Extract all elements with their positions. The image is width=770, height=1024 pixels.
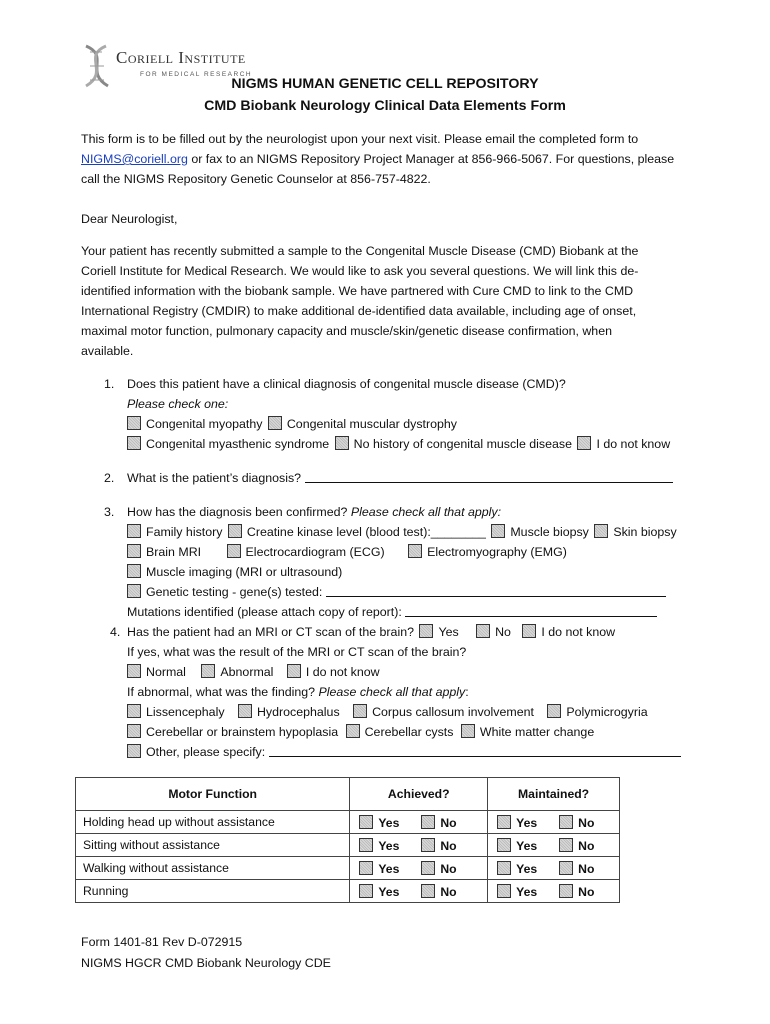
checkbox[interactable]: [359, 815, 373, 829]
checkbox[interactable]: [227, 544, 241, 558]
q4-find-row-3: Other, please specify:: [127, 744, 681, 760]
q1-text: Does this patient have a clinical diagnosis of congenital muscle disease (CMD)?: [127, 377, 566, 391]
para-line: identified information with the biobank sample. We have partnered with Cure CMD to link to the CMD: [81, 284, 634, 298]
q2-text: What is the patient’s diagnosis?: [127, 471, 302, 485]
option-label: No history of congenital muscle disease: [353, 437, 572, 451]
mutations-field[interactable]: [405, 605, 657, 617]
checkbox[interactable]: [238, 704, 252, 718]
checkbox[interactable]: [594, 524, 608, 538]
checkbox[interactable]: [408, 544, 422, 558]
checkbox[interactable]: [577, 436, 591, 450]
greeting: Dear Neurologist,: [81, 212, 178, 226]
q3-row-1: Family history Creatine kinase level (blood test):________ Muscle biopsy Skin biopsy: [127, 524, 677, 540]
table-row: [76, 834, 620, 857]
option-label: I do not know: [596, 437, 671, 451]
logo-name: Coriell Institute: [116, 48, 246, 67]
checkbox[interactable]: [201, 664, 215, 678]
header-achieved: Achieved?: [350, 778, 488, 811]
checkbox[interactable]: [421, 884, 435, 898]
checkbox[interactable]: [127, 704, 141, 718]
table-header-row: [76, 778, 620, 811]
checkbox[interactable]: [476, 624, 490, 638]
logo-subtitle: FOR MEDICAL RESEARCH: [140, 71, 253, 78]
checkbox[interactable]: [346, 724, 360, 738]
checkbox[interactable]: [335, 436, 349, 450]
q3-row-2: Brain MRI Electrocardiogram (ECG) Electromyography (EMG): [127, 544, 567, 560]
para-line: International Registry (CMDIR) to make additional de-identified data available, including age of onset,: [81, 304, 637, 318]
q4-ifyes: If yes, what was the result of the MRI or CT scan of the brain?: [127, 645, 467, 659]
row-label: Holding head up without assistance: [76, 811, 350, 834]
q3-row-3: Muscle imaging (MRI or ultrasound): [127, 564, 342, 580]
checkbox[interactable]: [497, 861, 511, 875]
achieved-cell: Yes No: [350, 834, 488, 857]
footer-form-name: NIGMS HGCR CMD Biobank Neurology CDE: [81, 956, 331, 970]
q3-number: 3.: [104, 505, 115, 519]
intro-line-1: This form is to be filled out by the neurologist upon your next visit. Please email the completed form to: [81, 132, 639, 146]
para-line: available.: [81, 344, 134, 358]
checkbox[interactable]: [127, 664, 141, 678]
checkbox[interactable]: [228, 524, 242, 538]
email-link[interactable]: NIGMS@coriell.org: [81, 152, 188, 166]
q1-instruction: Please check one:: [127, 397, 229, 411]
q4-result-row: Normal Abnormal I do not know: [127, 664, 380, 680]
checkbox[interactable]: [559, 861, 573, 875]
checkbox[interactable]: [559, 838, 573, 852]
maintained-cell: Yes No: [488, 834, 620, 857]
header-motor-function: Motor Function: [76, 778, 350, 811]
checkbox[interactable]: [491, 524, 505, 538]
checkbox[interactable]: [287, 664, 301, 678]
achieved-cell: Yes No: [350, 857, 488, 880]
checkbox[interactable]: [127, 416, 141, 430]
q1-row-2: [127, 436, 670, 452]
checkbox[interactable]: [127, 436, 141, 450]
checkbox[interactable]: [559, 815, 573, 829]
para-line: Coriell Institute for Medical Research. We would like to ask you several questions. We will link this de-: [81, 264, 639, 278]
maintained-cell: Yes No: [488, 811, 620, 834]
checkbox[interactable]: [497, 815, 511, 829]
checkbox[interactable]: [359, 838, 373, 852]
checkbox[interactable]: [127, 744, 141, 758]
maintained-cell: Yes No: [488, 880, 620, 903]
genes-tested-field[interactable]: [326, 585, 666, 597]
form-title-2: CMD Biobank Neurology Clinical Data Elements Form: [204, 98, 566, 114]
q2-number: 2.: [104, 471, 115, 485]
checkbox[interactable]: [461, 724, 475, 738]
row-label: Running: [76, 880, 350, 903]
form-title-1: NIGMS HUMAN GENETIC CELL REPOSITORY: [231, 76, 539, 92]
checkbox[interactable]: [421, 838, 435, 852]
table-row: [76, 857, 620, 880]
checkbox[interactable]: [522, 624, 536, 638]
checkbox[interactable]: [127, 564, 141, 578]
para-line: Your patient has recently submitted a sample to the Congenital Muscle Disease (CMD) Biobank at the: [81, 244, 639, 258]
q3-row-4: Genetic testing - gene(s) tested:: [127, 584, 666, 600]
checkbox[interactable]: [127, 584, 141, 598]
intro-line-2: NIGMS@coriell.org or fax to an NIGMS Repository Project Manager at 856-966-5067. For questions, please: [81, 152, 675, 166]
option-label: Congenital myopathy: [146, 417, 263, 431]
diagnosis-field[interactable]: [305, 471, 673, 483]
checkbox[interactable]: [497, 884, 511, 898]
checkbox[interactable]: [419, 624, 433, 638]
checkbox[interactable]: [359, 861, 373, 875]
checkbox[interactable]: [497, 838, 511, 852]
achieved-cell: Yes No: [350, 880, 488, 903]
row-label: Sitting without assistance: [76, 834, 350, 857]
table-row: [76, 880, 620, 903]
table-row: [76, 811, 620, 834]
q4-number: 4.: [110, 625, 121, 639]
checkbox[interactable]: [353, 704, 367, 718]
option-label: Congenital muscular dystrophy: [286, 417, 457, 431]
q1-number: 1.: [104, 377, 115, 391]
motor-function-table: [75, 777, 620, 903]
achieved-cell: Yes No: [350, 811, 488, 834]
checkbox[interactable]: [421, 861, 435, 875]
checkbox[interactable]: [127, 544, 141, 558]
checkbox[interactable]: [127, 524, 141, 538]
maintained-cell: Yes No: [488, 857, 620, 880]
checkbox[interactable]: [127, 724, 141, 738]
checkbox[interactable]: [268, 416, 282, 430]
footer-form-number: Form 1401-81 Rev D-072915: [81, 935, 243, 949]
para-line: maximal motor function, pulmonary capacity and muscle/skin/genetic disease confirmation, when: [81, 324, 612, 338]
q2-line: [127, 470, 673, 486]
intro-line-3: call the NIGMS Repository Genetic Counselor at 856-757-4822.: [81, 172, 431, 186]
header-maintained: Maintained?: [488, 778, 620, 811]
q4-line: Has the patient had an MRI or CT scan of the brain? Yes No I do not know: [127, 625, 616, 639]
q3-mutations: Mutations identified (please attach copy of report):: [127, 604, 657, 620]
checkbox[interactable]: [421, 815, 435, 829]
q4-ifabnormal: If abnormal, what was the finding? Please check all that apply:: [127, 685, 469, 699]
row-label: Walking without assistance: [76, 857, 350, 880]
checkbox[interactable]: [559, 884, 573, 898]
other-specify-field[interactable]: [269, 745, 681, 757]
checkbox[interactable]: [547, 704, 561, 718]
option-label: Congenital myasthenic syndrome: [146, 437, 330, 451]
q1-row-1: [127, 416, 457, 432]
q4-find-row-2: Cerebellar or brainstem hypoplasia Cerebellar cysts White matter change: [127, 724, 594, 740]
checkbox[interactable]: [359, 884, 373, 898]
q3-line: How has the diagnosis been confirmed? Please check all that apply:: [127, 505, 502, 519]
q4-find-row-1: Lissencephaly Hydrocephalus Corpus callosum involvement Polymicrogyria: [127, 704, 648, 720]
